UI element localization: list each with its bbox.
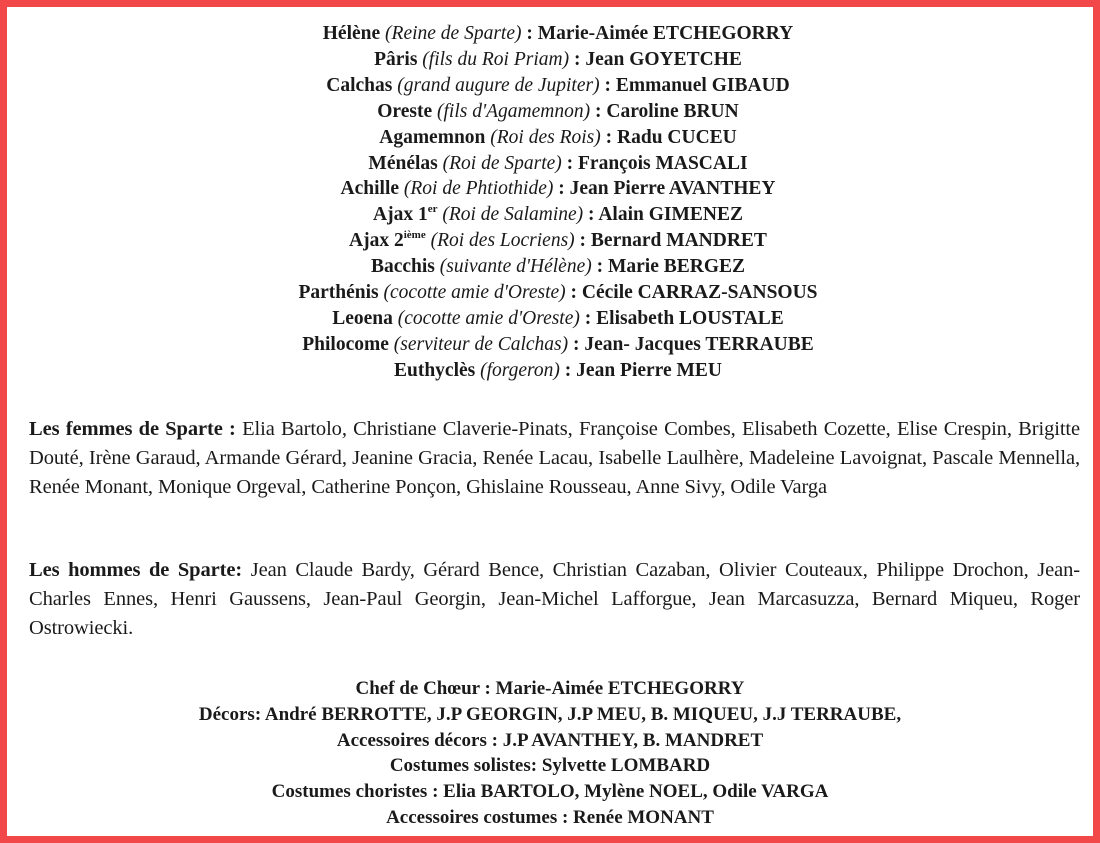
cast-line bbox=[0, 125, 1100, 151]
cast-line bbox=[0, 99, 1100, 125]
cast-line bbox=[0, 228, 1100, 254]
crew-line: Accessoires costumes : Renée MONANT bbox=[386, 806, 714, 828]
character-name: Pâris bbox=[374, 48, 418, 70]
ordinal-superscript: ième bbox=[403, 229, 426, 242]
character-role: (Roi des Rois) bbox=[490, 126, 601, 148]
cast-line bbox=[0, 73, 1100, 99]
cast-line bbox=[0, 202, 1100, 228]
crew-line: Accessoires décors : J.P AVANTHEY, B. MANDRET bbox=[336, 729, 764, 751]
character-name: Achille bbox=[340, 178, 400, 200]
separator: : bbox=[521, 23, 538, 44]
cast-line bbox=[0, 254, 1100, 280]
character-role: (forgeron) bbox=[480, 359, 560, 381]
character-role: (Roi de Phtiothide) bbox=[403, 178, 554, 200]
character-name: Ajax 2 bbox=[349, 230, 404, 252]
actor-name: Jean Pierre MEU bbox=[576, 359, 723, 381]
separator: : bbox=[568, 333, 585, 355]
separator: : bbox=[590, 100, 607, 122]
separator: : bbox=[579, 307, 597, 329]
actor-name: Jean- Jacques TERRAUBE bbox=[584, 333, 814, 355]
actor-name: Jean GOYETCHE bbox=[585, 48, 742, 70]
actor-name: Emmanuel GIBAUD bbox=[615, 74, 790, 96]
actor-name: Caroline BRUN bbox=[606, 100, 739, 122]
women-chorus-label: Les femmes de Sparte : bbox=[29, 418, 236, 440]
actor-name: Cécile CARRAZ-SANSOUS bbox=[581, 282, 818, 304]
character-name: Leoena bbox=[332, 307, 393, 329]
crew-line: Décors: André BERROTTE, J.P GEORGIN, J.P MEU, B. MIQUEU, J.J TERRAUBE, bbox=[198, 703, 902, 725]
character-role: (grand augure de Jupiter) bbox=[397, 74, 600, 96]
crew-line: Costumes choristes : Elia BARTOLO, Mylène NOEL, Odile VARGA bbox=[271, 781, 829, 803]
character-role: (Roi des Locriens) bbox=[430, 230, 575, 252]
character-role: (suivante d'Hélène) bbox=[439, 256, 592, 278]
men-chorus-names: Jean Claude Bardy, Gérard Bence, Christian Cazaban, Olivier Couteaux, Philippe Drochon, Jean-Charles Ennes, Henri Gaussens, Jean-Paul Georgin, Jean-Michel Lafforgue, Jean Marcasuzza, Bernard Miqueu, Roger Ostrowiecki. bbox=[29, 559, 1081, 639]
cast-list bbox=[0, 21, 1100, 384]
character-name: Bacchis bbox=[370, 256, 435, 278]
men-chorus-paragraph bbox=[29, 556, 1080, 643]
cast-line bbox=[0, 47, 1100, 73]
character-role: (cocotte amie d'Oreste) bbox=[397, 307, 580, 329]
actor-name: Elisabeth LOUSTALE bbox=[596, 307, 784, 329]
character-role: (Roi de Salamine) bbox=[442, 204, 584, 226]
character-role: (Roi de Sparte) bbox=[442, 152, 562, 174]
actor-name: Jean Pierre AVANTHEY bbox=[569, 178, 776, 200]
character-name: Parthénis bbox=[298, 282, 379, 304]
separator: : bbox=[569, 48, 586, 70]
actor-name: Marie-Aimée ETCHEGORRY bbox=[537, 23, 794, 44]
character-role: (cocotte amie d'Oreste) bbox=[383, 282, 566, 304]
cast-line bbox=[0, 151, 1100, 177]
character-name: Agamemnon bbox=[379, 126, 486, 148]
cast-line bbox=[0, 280, 1100, 306]
men-chorus-label: Les hommes de Sparte: bbox=[29, 559, 243, 581]
actor-name: Radu CUCEU bbox=[617, 126, 737, 148]
character-name: Oreste bbox=[377, 100, 433, 122]
actor-name: Alain GIMENEZ bbox=[598, 204, 743, 226]
separator: : bbox=[565, 282, 582, 304]
character-role: (Reine de Sparte) bbox=[385, 23, 522, 44]
character-name: Ménélas bbox=[368, 152, 438, 174]
character-name: Euthyclès bbox=[393, 359, 476, 381]
character-name: Ajax 1 bbox=[373, 204, 428, 226]
crew-credits bbox=[0, 676, 1100, 831]
women-chorus-paragraph bbox=[29, 415, 1080, 502]
separator: : bbox=[574, 230, 591, 252]
separator: : bbox=[583, 204, 599, 226]
character-name: Hélène bbox=[322, 23, 381, 44]
actor-name: Marie BERGEZ bbox=[607, 256, 746, 278]
character-role: (fils d'Agamemnon) bbox=[437, 100, 591, 122]
crew-line: Chef de Chœur : Marie-Aimée ETCHEGORRY bbox=[355, 678, 745, 699]
separator: : bbox=[599, 74, 616, 96]
cast-line bbox=[0, 306, 1100, 332]
character-name: Philocome bbox=[302, 333, 389, 355]
separator: : bbox=[600, 126, 618, 148]
cast-line bbox=[0, 332, 1100, 358]
character-name: Calchas bbox=[326, 74, 393, 96]
separator: : bbox=[553, 178, 570, 200]
women-chorus-names: Elia Bartolo, Christiane Claverie-Pinats, Françoise Combes, Elisabeth Cozette, Elise Crespin, Brigitte Douté, Irène Garaud, Armande Gérard, Jeanine Gracia, Renée Lacau, Isabelle Laulhère, Madeleine Lavoignat, Pascale Mennella, Renée Monant, Monique Orgeval, Catherine Ponçon, Ghislaine Rousseau, Anne Sivy, Odile Varga bbox=[29, 418, 1081, 498]
cast-line bbox=[0, 358, 1100, 384]
separator: : bbox=[559, 359, 577, 381]
ordinal-superscript: er bbox=[427, 203, 438, 216]
cast-line bbox=[0, 176, 1100, 202]
separator: : bbox=[591, 256, 608, 278]
actor-name: Bernard MANDRET bbox=[590, 230, 767, 252]
actor-name: François MASCALI bbox=[578, 152, 748, 174]
character-role: (serviteur de Calchas) bbox=[393, 333, 569, 355]
cast-line bbox=[0, 21, 1100, 47]
crew-line: Costumes solistes: Sylvette LOMBARD bbox=[389, 755, 711, 777]
character-role: (fils du Roi Priam) bbox=[422, 48, 570, 70]
separator: : bbox=[561, 152, 579, 174]
